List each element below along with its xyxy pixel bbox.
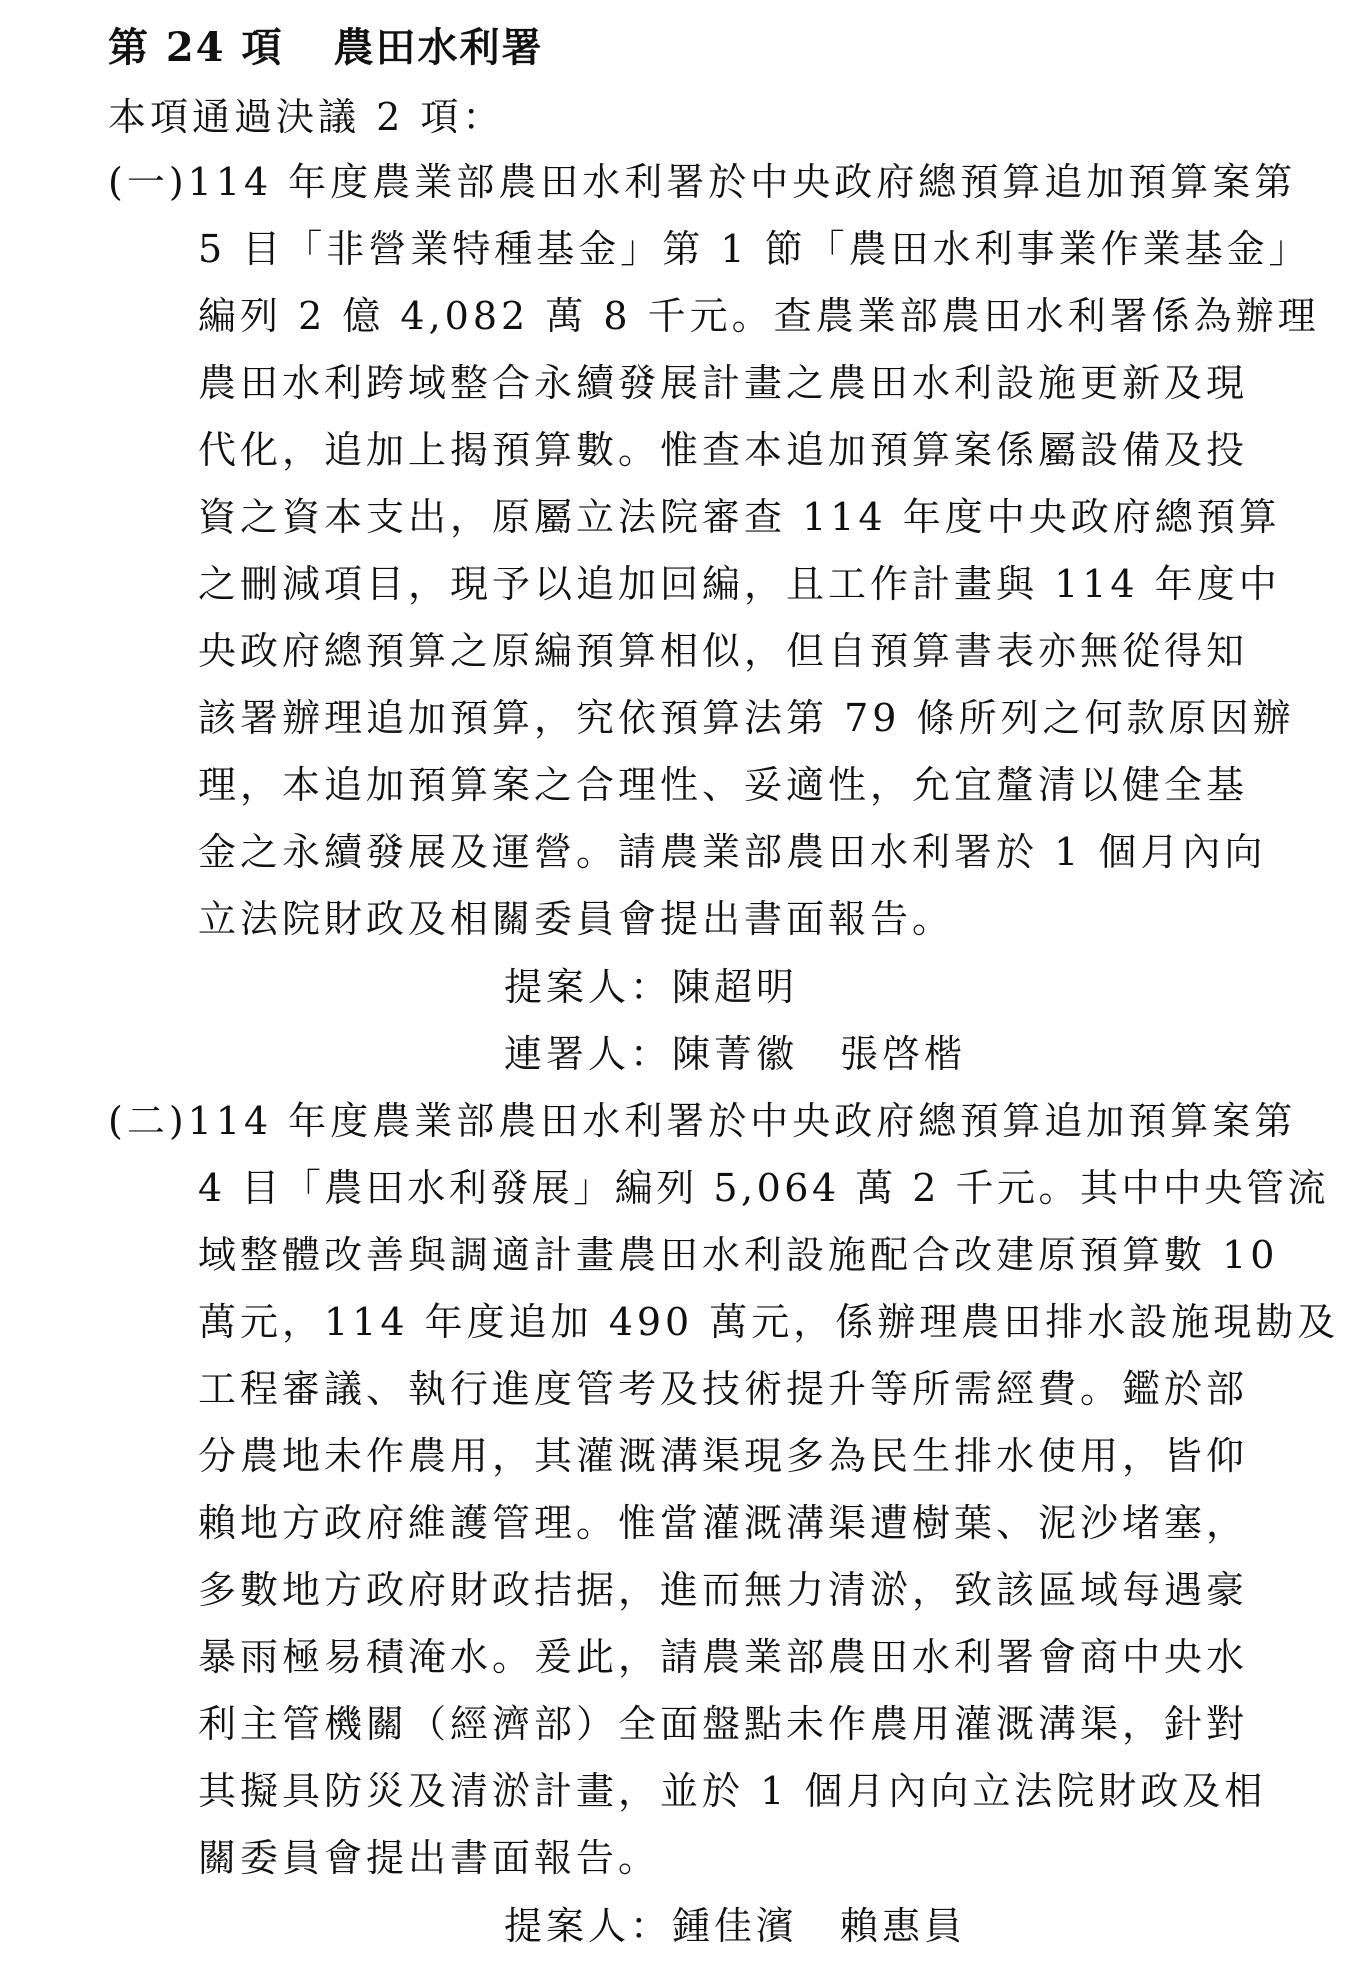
resolution-line: 其擬具防災及清淤計畫，並於 1 個月內向立法院財政及相 xyxy=(198,1769,1267,1813)
resolution-line: 5 目「非營業特種基金」第 1 節「農田水利事業作業基金」 xyxy=(198,227,1311,271)
resolution-line: 央政府總預算之原編預算相似，但自預算書表亦無從得知 xyxy=(198,629,1249,673)
resolution-line: 4 目「農田水利發展」編列 5,064 萬 2 千元。其中中央管流 xyxy=(198,1166,1330,1210)
resolution-line: 暴雨極易積淹水。爰此，請農業部農田水利署會商中央水 xyxy=(198,1635,1249,1679)
resolution-line: 域整體改善與調適計畫農田水利設施配合改建原預算數 10 xyxy=(198,1233,1279,1277)
resolution-line: 利主管機關（經濟部）全面盤點未作農用灌溉溝渠，針對 xyxy=(198,1702,1249,1746)
resolution-line: 賴地方政府維護管理。惟當灌溉溝渠遭樹葉、泥沙堵塞， xyxy=(198,1501,1249,1545)
resolution-line: 之刪減項目，現予以追加回編，且工作計畫與 114 年度中 xyxy=(198,562,1281,606)
resolution-line: 該署辦理追加預算，究依預算法第 79 條所列之何款原因辦 xyxy=(198,696,1295,740)
proposer-line: 提案人：鍾佳濱 賴惠員 xyxy=(504,1904,967,1948)
resolution-line: 多數地方政府財政拮据，進而無力清淤，致該區域每遇豪 xyxy=(198,1568,1249,1612)
resolution-line: 編列 2 億 4,082 萬 8 千元。查農業部農田水利署係為辦理 xyxy=(198,294,1320,338)
agency-name: 農田水利署 xyxy=(333,24,544,71)
resolution-line: 理，本追加預算案之合理性、妥適性，允宜釐清以健全基 xyxy=(198,763,1249,807)
resolution-line: 工程審議、執行進度管考及技術提升等所需經費。鑑於部 xyxy=(198,1367,1249,1411)
resolution-line: 代化，追加上揭預算數。惟查本追加預算案係屬設備及投 xyxy=(198,428,1249,472)
resolution-line: 農田水利跨域整合永續發展計畫之農田水利設施更新及現 xyxy=(198,361,1249,405)
resolution-line: 金之永續發展及運營。請農業部農田水利署於 1 個月內向 xyxy=(198,830,1267,874)
resolution-line: (二)114 年度農業部農田水利署於中央政府總預算追加預算案第 xyxy=(108,1099,1297,1143)
resolution-line: 萬元，114 年度追加 490 萬元，係辦理農田排水設施現勘及 xyxy=(198,1300,1340,1344)
resolution-line: 分農地未作農用，其灌溉溝渠現多為民生排水使用，皆仰 xyxy=(198,1434,1249,1478)
proposer-line: 提案人：陳超明 xyxy=(504,965,799,1009)
resolution-line: 立法院財政及相關委員會提出書面報告。 xyxy=(198,897,955,941)
resolution-line: 資之資本支出，原屬立法院審查 114 年度中央政府總預算 xyxy=(198,495,1281,539)
resolution-line: 關委員會提出書面報告。 xyxy=(198,1836,661,1880)
resolution-line: (一)114 年度農業部農田水利署於中央政府總預算追加預算案第 xyxy=(108,160,1297,204)
intro-line: 本項通過決議 2 項： xyxy=(108,95,505,139)
item-heading xyxy=(108,24,544,71)
item-number: 第 24 項 xyxy=(108,24,284,71)
cosigner-line: 連署人：陳菁徽 張啓楷 xyxy=(504,1032,967,1076)
